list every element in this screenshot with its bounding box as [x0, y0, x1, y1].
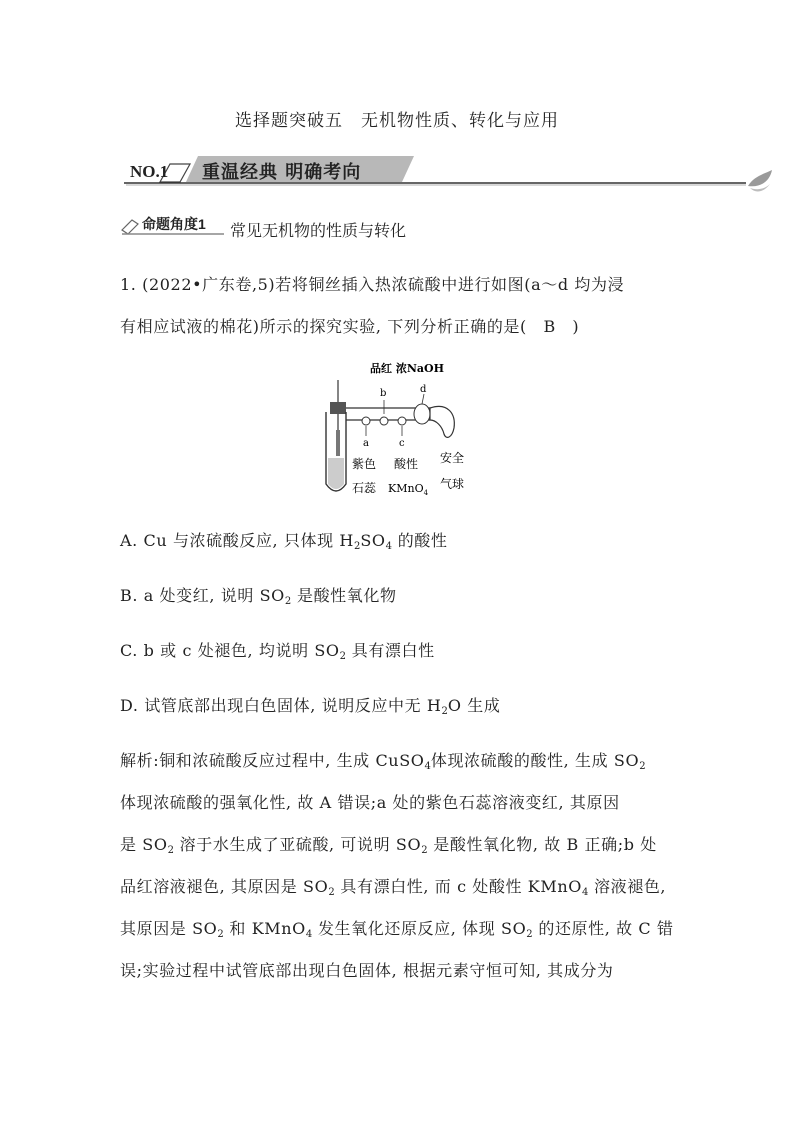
option-b: B. a 处变红, 说明 $SO_2$ 是酸性氧化物 [120, 586, 397, 607]
option-a: A. Cu 与浓硫酸反应, 只体现 $H_2SO_4$ 的酸性 [120, 531, 448, 552]
label-purple: 紫色 [352, 457, 377, 471]
label-reagents-top: 品红 浓NaOH [370, 362, 444, 375]
analysis-line-1: 解析:铜和浓硫酸反应过程中, 生成 CuSO$_4$体现浓硫酸的酸性, 生成 $SO_2$ [120, 751, 646, 772]
page-title: 选择题突破五 无机物性质、转化与应用 [235, 111, 559, 131]
banner-number: NO.1 [130, 162, 169, 181]
label-acidic: 酸性 [394, 457, 419, 471]
safety-balloon [430, 406, 454, 437]
label-kmno4: KMnO$_4$ [388, 482, 429, 497]
label-d: d [420, 384, 427, 395]
question-line-1: 1. (2022•广东卷,5)若将铜丝插入热浓硫酸中进行如图(a～d 均为浸 [120, 275, 625, 294]
leaf-icon [746, 168, 776, 194]
label-b: b [380, 388, 387, 399]
stopper [330, 402, 346, 414]
section-banner [118, 154, 778, 190]
copper-coil [336, 430, 340, 456]
label-a: a [363, 438, 369, 449]
question-line-2: 有相应试液的棉花)所示的探究实验, 下列分析正确的是( B ) [120, 317, 580, 336]
label-balloon: 气球 [440, 477, 465, 491]
option-d: D. 试管底部出现白色固体, 说明反应中无 $H_2O$ 生成 [120, 696, 501, 717]
banner-title: 重温经典 明确考向 [202, 162, 362, 183]
section-tag: 命题角度1 [142, 216, 206, 232]
analysis-line-2: 体现浓硫酸的强氧化性, 故 A 错误;a 处的紫色石蕊溶液变红, 其原因 [120, 793, 620, 812]
analysis-line-4: 品红溶液褪色, 其原因是 $SO_2$ 具有漂白性, 而 c 处酸性 KMnO$_4$ 溶液褪色, [120, 877, 667, 898]
apparatus-diagram [318, 358, 478, 508]
cotton-d [414, 404, 430, 424]
label-litmus: 石蕊 [352, 481, 377, 495]
acid-liquid [328, 458, 344, 489]
analysis-line-6: 误;实验过程中试管底部出现白色固体, 根据元素守恒可知, 其成分为 [120, 961, 614, 980]
analysis-line-5: 其原因是 $SO_2$ 和 KMnO$_4$ 发生氧化还原反应, 体现 $SO_2$ 的还原性, 故 C 错 [120, 919, 674, 940]
analysis-line-3: 是 $SO_2$ 溶于水生成了亚硫酸, 可说明 $SO_2$ 是酸性氧化物, 故 B 正确;b 处 [120, 835, 657, 856]
cotton-b [380, 417, 388, 425]
section-title: 常见无机物的性质与转化 [230, 221, 407, 240]
cotton-a [362, 417, 370, 425]
label-safety: 安全 [440, 451, 465, 465]
label-c: c [399, 438, 405, 449]
option-c: C. b 或 c 处褪色, 均说明 $SO_2$ 具有漂白性 [120, 641, 435, 662]
cotton-c [398, 417, 406, 425]
